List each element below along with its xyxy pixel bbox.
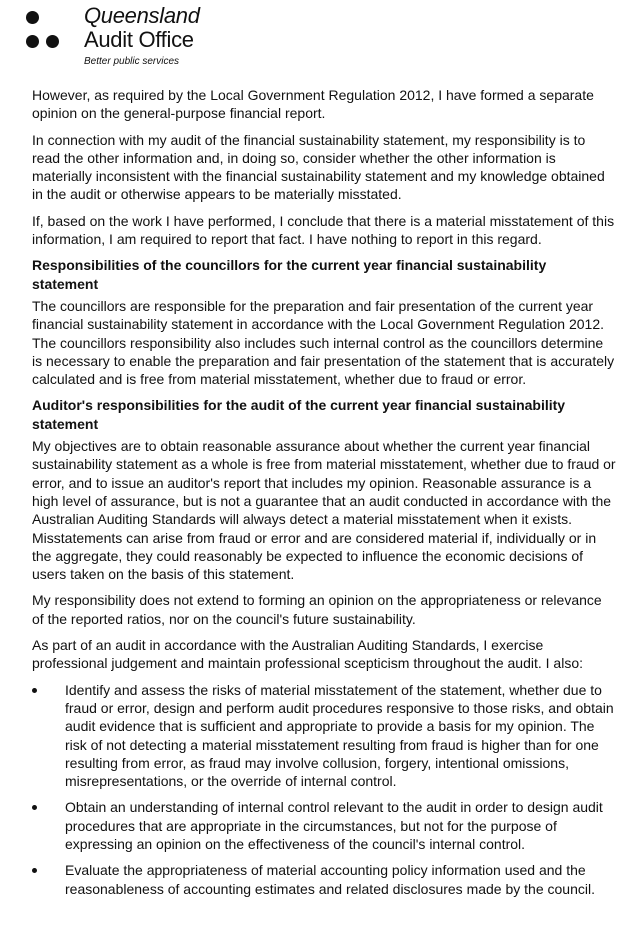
logo-dot-icon [26, 35, 39, 48]
list-item [32, 798, 616, 853]
bullet-icon [32, 805, 37, 810]
queensland-audit-office-logo [26, 4, 266, 70]
auditor-paragraph: As part of an audit in accordance with the Australian Auditing Standards, I exercise professional judgement and maintain professional scepticism throughout the audit. I also: [32, 637, 583, 672]
logo-dot-icon [26, 11, 39, 24]
auditor-responsibilities-heading: Auditor's responsibilities for the audit of the current year financial sustainability statement [32, 397, 566, 432]
intro-paragraph: However, as required by the Local Government Regulation 2012, I have formed a separate opinion on the general-purpose financial report. [32, 87, 594, 122]
bullet-icon [32, 868, 37, 873]
list-item [32, 861, 616, 898]
intro-paragraph: If, based on the work I have performed, I conclude that there is a material misstatement of this information, I am required to report that fact. I have nothing to report in this regard. [32, 212, 615, 248]
list-item-text: Evaluate the appropriateness of material accounting policy information used and the reasonableness of accounting estimates and related disclosures made by the council. [65, 862, 595, 897]
list-item [32, 681, 616, 791]
logo-dot-icon [46, 35, 59, 48]
logo-name-line2: Audit Office [84, 27, 194, 52]
logo-tagline: Better public services [84, 56, 180, 67]
logo-name-line1: Queensland [84, 3, 200, 28]
bullet-icon [32, 688, 37, 693]
councillors-responsibilities-heading: Responsibilities of the councillors for the current year financial sustainability statement [32, 257, 547, 292]
intro-paragraph: In connection with my audit of the financial sustainability statement, my responsibility is to read the other information and, in doing so, consider whether the other information is materially inconsistent with the financial sustainability statement and my knowledge obtained in the audit or otherwise appears to be materially misstated. [32, 131, 605, 203]
audit-procedures-list [32, 681, 616, 898]
councillors-responsibilities-paragraph: The councillors are responsible for the preparation and fair presentation of the current year financial sustainability statement in accordance with the Local Government Regulation 2012. The councillors responsibility also includes such internal control as the councillors determine is necessary to enable the preparation and fair presentation of the statement that is accurately calculated and is free from material misstatement, whether due to fraud or error. [32, 297, 615, 388]
list-item-text: Obtain an understanding of internal control relevant to the audit in order to design audit procedures that are appropriate in the circumstances, but not for the purpose of expressing an opinion on the effectiveness of the council's internal control. [65, 799, 603, 852]
auditor-paragraph: My responsibility does not extend to forming an opinion on the appropriateness or relevance of the reported ratios, nor on the council's future sustainability. [32, 592, 602, 627]
auditor-paragraph: My objectives are to obtain reasonable assurance about whether the current year financial sustainability statement as a whole is free from material misstatement, whether due to fraud or error, and to issue an auditor's report that includes my opinion. Reasonable assurance is a high level of assurance, but is not a guarantee that an audit conducted in accordance with the Australian Auditing Standards will always detect a material misstatement when it exists. Misstatements can arise from fraud or error and are considered material if, individually or in the aggregate, they could reasonably be expected to influence the economic decisions of users taken on the basis of this statement. [32, 438, 616, 583]
list-item-text: Identify and assess the risks of material misstatement of the statement, whether due to fraud or error, design and perform audit procedures responsive to those risks, and obtain audit evidence that is sufficient and appropriate to provide a basis for my opinion. The risk of not detecting a material misstatement resulting from fraud is higher than for one resulting from error, as fraud may involve collusion, forgery, intentional omissions, misrepresentations, or the override of internal control. [65, 681, 614, 790]
report-body [32, 86, 616, 906]
